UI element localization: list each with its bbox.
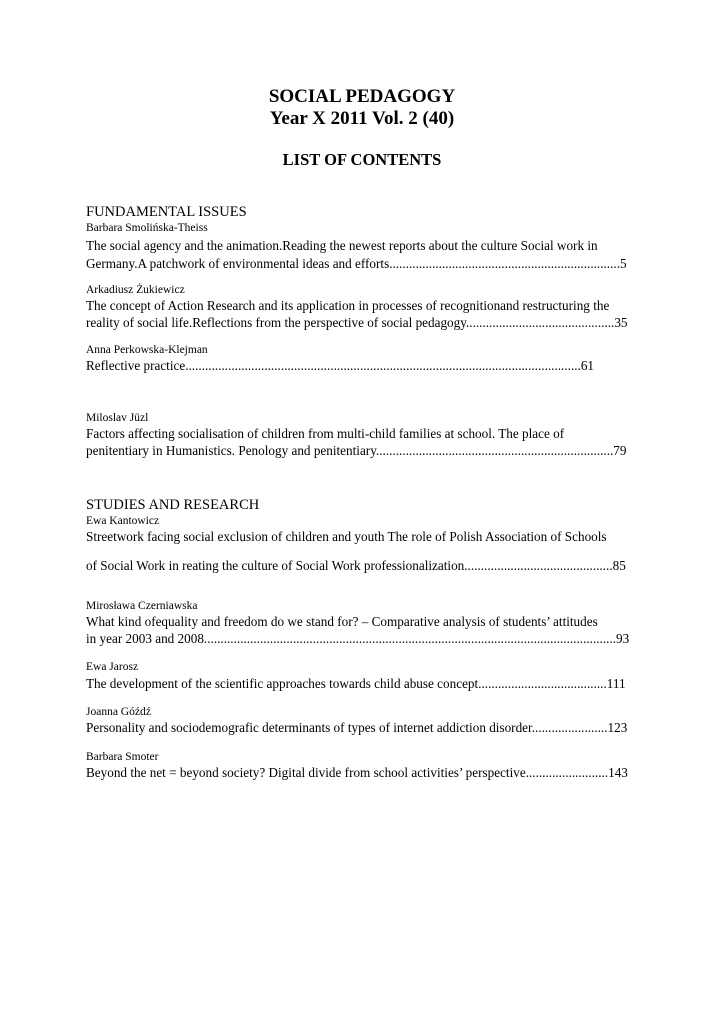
contents-heading: LIST OF CONTENTS <box>282 150 442 169</box>
entry-title-line: What kind ofequality and freedom do we stand for? – Comparative analysis of students’ attitudes <box>86 614 598 629</box>
entry-title-line: The concept of Action Research and its application in processes of recognitionand restructuring the <box>86 298 610 313</box>
entry-author: Barbara Smoter <box>86 751 159 763</box>
entry-author: Miloslav Jüzl <box>86 412 149 424</box>
entry-title-line: Reflective practice........................................................................................................................61 <box>86 358 595 373</box>
entry-title-line: Germany.A patchwork of environmental ideas and efforts......................................................................5 <box>86 256 627 271</box>
issue-info: Year X 2011 Vol. 2 (40) <box>269 108 455 129</box>
entry-author: Anna Perkowska-Klejman <box>86 344 208 356</box>
entry-author: Joanna Góźdź <box>86 706 151 718</box>
entry-title-line: reality of social life.Reflections from the perspective of social pedagogy.............................................35 <box>86 315 628 330</box>
entry-author: Barbara Smolińska-Theiss <box>86 222 208 234</box>
section-title-fundamental-issues: FUNDAMENTAL ISSUES <box>86 204 247 220</box>
entry-author: Arkadiusz Żukiewicz <box>86 284 185 296</box>
entry-title-line: The social agency and the animation.Reading the newest reports about the culture Social work in <box>86 238 598 253</box>
entry-title-line: Factors affecting socialisation of children from multi-child families at school. The place of <box>86 426 565 441</box>
section-title-studies-and-research: STUDIES AND RESEARCH <box>86 497 260 513</box>
entry-title-line: The development of the scientific approaches towards child abuse concept.......................................111 <box>86 676 626 691</box>
entry-title-line: Streetwork facing social exclusion of children and youth The role of Polish Association of Schools <box>86 529 607 544</box>
entry-title-line: Beyond the net = beyond society? Digital divide from school activities’ perspective.........................143 <box>86 765 628 780</box>
entry-title-line: in year 2003 and 2008.............................................................................................................................93 <box>86 631 630 646</box>
entry-author: Mirosława Czerniawska <box>86 600 198 612</box>
entry-author: Ewa Jarosz <box>86 661 139 673</box>
entry-title-line: of Social Work in reating the culture of Social Work professionalization.............................................85 <box>86 558 626 573</box>
entry-title-line: penitentiary in Humanistics. Penology and penitentiary........................................................................79 <box>86 443 627 458</box>
entry-author: Ewa Kantowicz <box>86 515 160 527</box>
entry-title-line: Personality and sociodemografic determinants of types of internet addiction disorder.......................123 <box>86 720 628 735</box>
journal-title: SOCIAL PEDAGOGY <box>268 86 456 107</box>
